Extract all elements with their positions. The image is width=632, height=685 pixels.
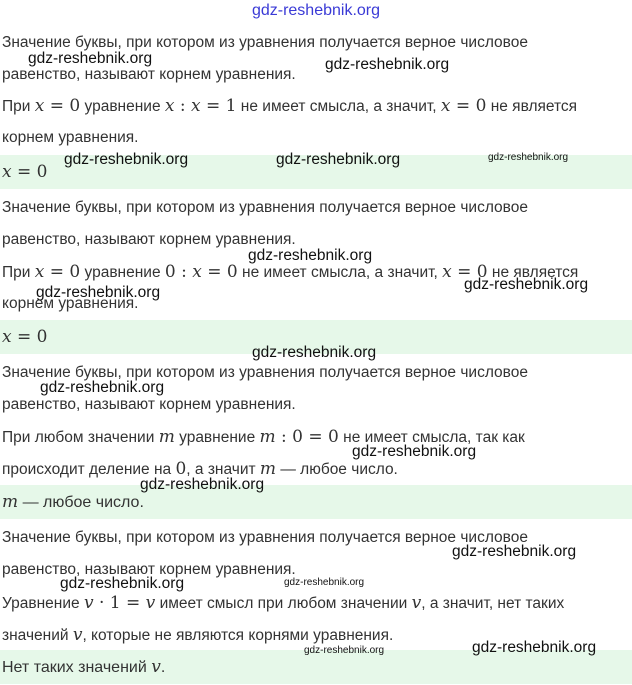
watermark: gdz-reshebnik.org [284, 577, 365, 588]
text: происходит деление на [2, 461, 176, 478]
definition-line2: равенство, называют корнем уравнения. [2, 561, 296, 578]
math-var: x [2, 162, 12, 182]
answer-3 [0, 485, 632, 519]
watermark: gdz-reshebnik.org [452, 543, 577, 560]
text: значений [2, 627, 73, 644]
math: 0 [175, 459, 187, 479]
definition-line2: равенство, называют корнем уравнения. [2, 396, 296, 413]
math: = 0 [44, 96, 81, 116]
math-var: x [34, 262, 45, 282]
math-var: x [191, 96, 201, 116]
watermark: gdz-reshebnik.org [352, 443, 477, 460]
math-var: v [151, 657, 161, 677]
math-var: m [2, 492, 19, 512]
math-var: v [72, 625, 83, 645]
watermark: gdz-reshebnik.org [248, 247, 373, 264]
math-var: x [442, 262, 452, 282]
solution-2-line2: корнем уравнения. [2, 295, 139, 312]
math-var: v [411, 593, 422, 613]
text: , которые не являются корнями уравнения. [82, 627, 394, 644]
math: = 0 [451, 262, 488, 282]
math: = 0 [450, 96, 487, 116]
watermark: gdz-reshebnik.org [252, 344, 377, 361]
text: При [2, 264, 35, 281]
math-var: m [259, 459, 277, 479]
math: = 0 [11, 162, 48, 182]
text: При любом значении [2, 429, 159, 446]
text: При [2, 98, 35, 115]
math: : 0 = 0 [275, 427, 339, 447]
math: = 0 [11, 327, 48, 347]
watermark: gdz-reshebnik.org [488, 152, 569, 163]
text: , а значит, нет таких [421, 595, 565, 612]
text: , а значит [186, 461, 260, 478]
math-var: x [164, 96, 175, 116]
math-var: v [83, 593, 94, 613]
text: Уравнение [2, 595, 84, 612]
watermark: gdz-reshebnik.org [472, 639, 597, 656]
watermark: gdz-reshebnik.org [28, 50, 153, 67]
watermark: gdz-reshebnik.org [60, 575, 185, 592]
definition-line2: равенство, называют корнем уравнения. [2, 66, 296, 83]
math-var: x [192, 262, 202, 282]
text: не имеет смысла, так как [338, 429, 525, 446]
text: уравнение [174, 429, 260, 446]
text: не является [486, 98, 578, 115]
definition-line1: Значение буквы, при котором из уравнения получается верное числовое [2, 199, 528, 216]
definition-line1: Значение буквы, при котором из уравнения получается верное числовое [2, 34, 528, 51]
text: уравнение [80, 264, 165, 281]
text: имеет смысл при любом значении [155, 595, 412, 612]
text: . [160, 659, 166, 676]
watermark: gdz-reshebnik.org [325, 56, 450, 73]
math-var: x [34, 96, 45, 116]
watermark: gdz-reshebnik.org [36, 284, 161, 301]
math: = 0 [44, 262, 81, 282]
watermark: gdz-reshebnik.org [464, 276, 589, 293]
math: = 1 [200, 96, 237, 116]
solution-3-line1 [2, 427, 627, 448]
watermark: gdz-reshebnik.org [40, 379, 165, 396]
text: не имеет смысла, а значит, [236, 98, 441, 115]
text: — любое число. [18, 494, 144, 511]
solution-1-line2: корнем уравнения. [2, 129, 139, 146]
math: · 1 = [93, 593, 146, 613]
text: Нет таких значений [2, 659, 152, 676]
definition-line2: равенство, называют корнем уравнения. [2, 231, 296, 248]
text: не является [487, 264, 579, 281]
definition-line1: Значение буквы, при котором из уравнения получается верное числовое [2, 364, 528, 381]
math-var: x [440, 96, 451, 116]
math-var: m [158, 427, 175, 447]
definition-line1: Значение буквы, при котором из уравнения получается верное числовое [2, 529, 528, 546]
solution-1-line1 [2, 96, 627, 117]
math-var: v [145, 593, 156, 613]
watermark: gdz-reshebnik.org [140, 476, 265, 493]
watermark: gdz-reshebnik.org [304, 645, 385, 656]
math-var: x [2, 327, 12, 347]
header-watermark: gdz-reshebnik.org [251, 2, 381, 19]
solution-3-line2 [2, 459, 627, 480]
math-var: m [259, 427, 276, 447]
math: = 0 [201, 262, 238, 282]
math: : [174, 96, 192, 116]
watermark: gdz-reshebnik.org [64, 151, 189, 168]
math: 0 : [164, 262, 193, 282]
text: — любое число. [276, 461, 398, 478]
solution-4-line1 [2, 593, 627, 614]
text: уравнение [80, 98, 165, 115]
watermark: gdz-reshebnik.org [276, 151, 401, 168]
text: не имеет смысла, а значит, [237, 264, 443, 281]
